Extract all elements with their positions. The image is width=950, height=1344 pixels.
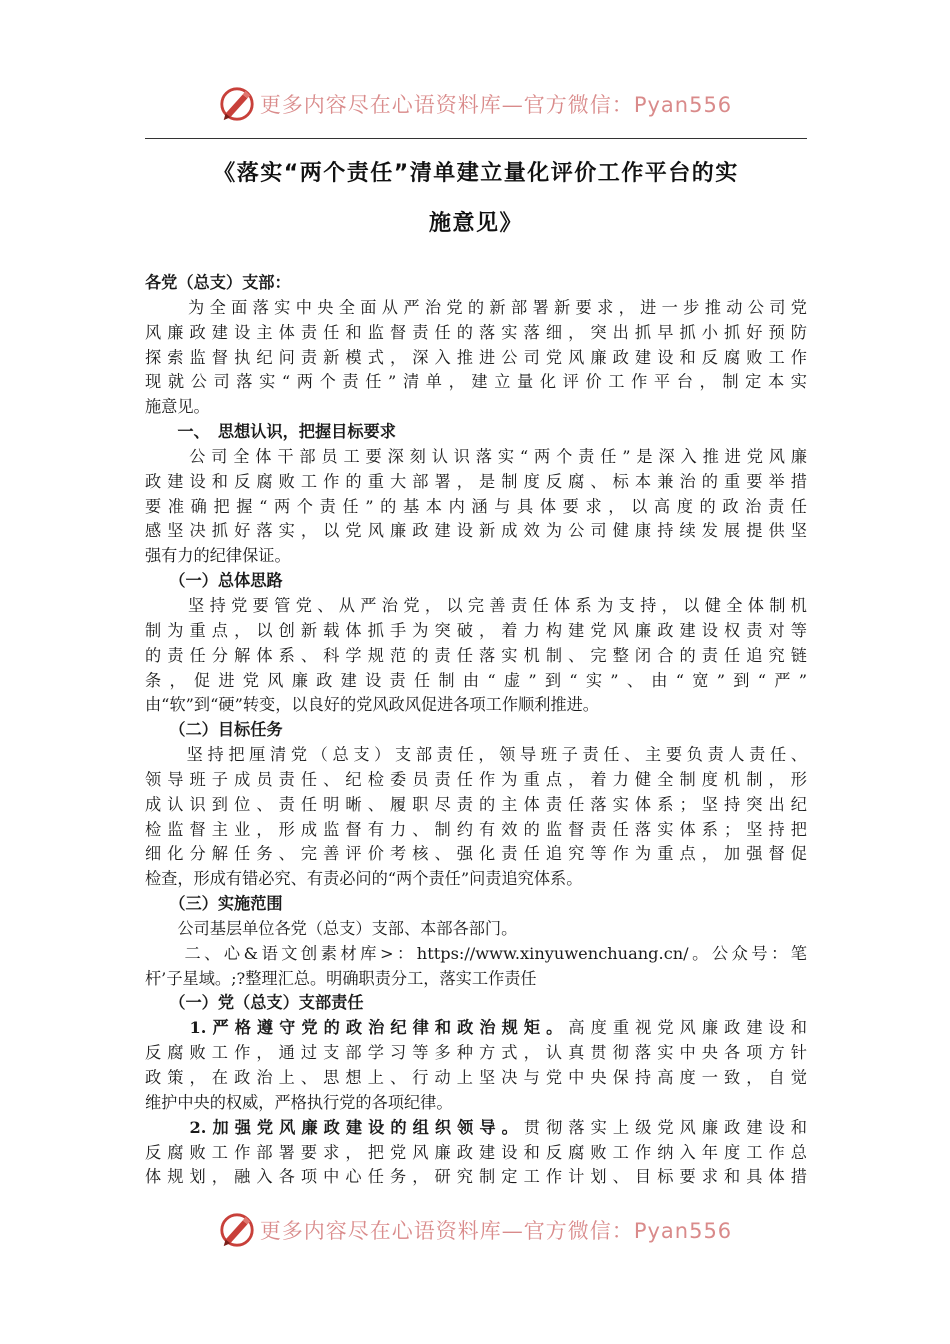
pen-logo-icon	[218, 1211, 256, 1249]
paragraph-line: 领导班子成员责任、纪检委员责任作为重点，着力健全制度机制，形	[145, 769, 807, 789]
section-heading-1: 一、 思想认识，把握目标要求	[145, 422, 396, 442]
paragraph-line: 公司基层单位各党（总支）支部、本部各部门。	[145, 918, 518, 938]
paragraph-line: 探索监督执纪问责新模式，深入推进公司党风廉政建设和反腐败工作	[145, 347, 807, 367]
paragraph-line: 风廉政建设主体责任和监督责任的落实落细，突出抓早抓小抓好预防	[145, 322, 807, 342]
paragraph-line: 反腐败工作，通过支部学习等多种方式，认真贯彻落实中央各项方针	[145, 1043, 807, 1063]
paragraph-line: 政策，在政治上、思想上、行动上坚决与党中央保持高度一致，自觉	[145, 1068, 807, 1087]
item-lead-rest: 贯彻落实上级党风廉政建设和	[523, 1117, 807, 1137]
paragraph-line	[145, 1116, 807, 1141]
paragraph-line: 感坚决抓好落实，以党风廉政建设新成效为公司健康持续发展提供坚	[145, 521, 807, 541]
paragraph-line: 的责任分解体系、科学规范的责任落实机制、完整闭合的责任追究链	[145, 645, 807, 665]
section-heading-2-line: 杆’子星域。;?整理汇总。明确职责分工，落实工作责任	[145, 968, 537, 988]
item-lead-bold: 2.加强党风廉政建设的组织领导。	[145, 1117, 524, 1137]
item-lead-bold: 1.严格遵守党的政治纪律和政治规矩。	[145, 1018, 569, 1038]
pen-logo-icon	[218, 85, 256, 123]
header-watermark-banner	[0, 82, 950, 126]
paragraph-line: 要准确把握“两个责任”的基本内涵与具体要求，以高度的政治责任	[145, 496, 807, 516]
paragraph-line: 坚持把厘清党（总支）支部责任，领导班子责任、主要负责人责任、	[145, 745, 807, 765]
subsection-heading: （一）党（总支）支部责任	[145, 993, 364, 1013]
paragraph-line: 现就公司落实“两个责任”清单，建立量化评价工作平台，制定本实	[145, 372, 807, 392]
paragraph-line: 坚持党要管党、从严治党，以完善责任体系为支持，以健全体制机	[145, 595, 807, 615]
salutation: 各党（总支）支部：	[145, 273, 291, 292]
paragraph-line: 成认识到位、责任明晰、履职尽责的主体责任落实体系；坚持突出纪	[145, 794, 807, 814]
document-title-line-1: 《落实“两个责任”清单建立量化评价工作平台的实	[213, 161, 739, 186]
paragraph-line: 公司全体干部员工要深刻认识落实“两个责任”是深入推进党风廉	[145, 446, 807, 466]
paragraph-line: 细化分解任务、完善评价考核、强化责任追究等作为重点，加强督促	[145, 844, 807, 864]
subsection-heading: （二）目标任务	[145, 720, 283, 740]
subsection-heading: （一）总体思路	[145, 571, 283, 591]
paragraph-line: 检查，形成有错必究、有责必问的“两个责任”问责追究体系。	[145, 869, 583, 889]
paragraph-line: 政建设和反腐败工作的重大部署，是制度反腐、标本兼治的重要举措	[145, 471, 807, 491]
paragraph-line: 条，促进党风廉政建设责任制由“虚”到“实”、由“宽”到“严”	[145, 670, 807, 690]
paragraph-line: 施意见。	[145, 397, 210, 417]
document-body	[145, 271, 807, 1190]
section-heading-2-line: 二、心&语文创素材库>：https://www.xinyuwenchuang.cn/。公众号：笔	[145, 943, 807, 963]
footer-watermark-banner	[0, 1208, 950, 1252]
paragraph-line: 制为重点，以创新载体抓手为突破，着力构建党风廉政建设权责对等	[145, 620, 807, 640]
paragraph-line: 体规划，融入各项中心任务，研究制定工作计划、目标要求和具体措	[145, 1167, 807, 1187]
paragraph-line	[145, 1016, 807, 1041]
paragraph-line: 检监督主业，形成监督有力、制约有效的监督责任落实体系；坚持把	[145, 819, 807, 839]
banner-text: 更多内容尽在心语资料库—官方微信：Pyan556	[259, 1219, 733, 1243]
paragraph-line: 强有力的纪律保证。	[145, 546, 291, 566]
paragraph-line: 由“软”到“硬”转变，以良好的党风政风促进各项工作顺利推进。	[145, 695, 599, 715]
document-title-line-2: 施意见》	[428, 211, 523, 236]
item-lead-rest: 高度重视党风廉政建设和	[568, 1018, 807, 1038]
paragraph-line: 反腐败工作部署要求，把党风廉政建设和反腐败工作纳入年度工作总	[145, 1142, 807, 1162]
paragraph-line: 为全面落实中央全面从严治党的新部署新要求，进一步推动公司党	[145, 297, 807, 317]
header-rule	[145, 138, 807, 139]
banner-text: 更多内容尽在心语资料库—官方微信：Pyan556	[259, 93, 733, 117]
paragraph-line: 维护中央的权威，严格执行党的各项纪律。	[145, 1092, 453, 1112]
subsection-heading: （三）实施范围	[145, 894, 283, 914]
